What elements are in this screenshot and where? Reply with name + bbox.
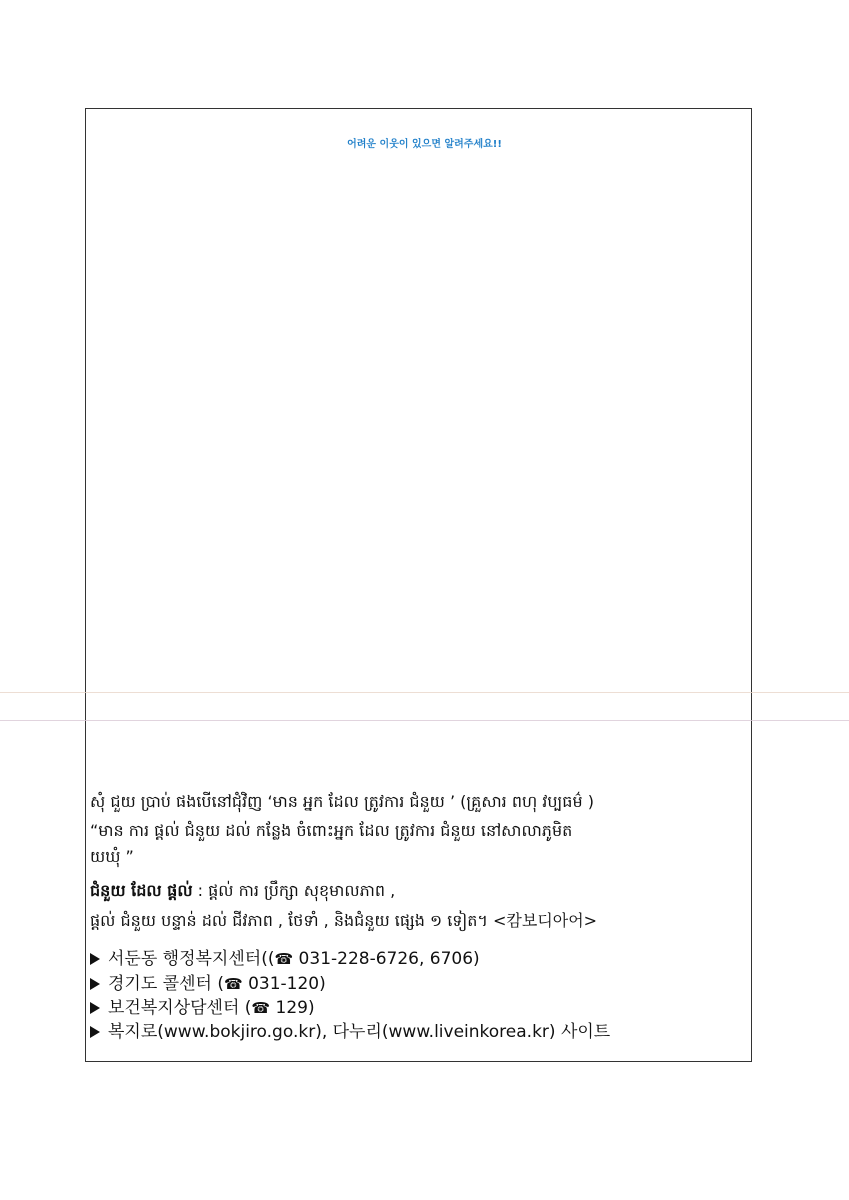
khmer-line-1: សុំ ជួយ ប្រាប់ ផងបើនៅជុំវិញ ‘មាន អ្នក ដែល ត្រូវការ ជំនួយ ’ (គ្រួសារ ពហុ វប្បធម៌ ) [90,792,594,811]
khmer-line-4: ជំនួយ ដែល ផ្តល់ : ផ្តល់ ការ ប្រឹក្សា សុខុមាលភាព , [90,881,396,900]
bullet-triangle-icon [90,1026,100,1038]
phone-icon: ☎ [223,975,243,993]
contact-item: 보건복지상담센터 (☎ 129) [90,993,315,1018]
bullet-triangle-icon [90,1002,100,1014]
scan-artifact-line [0,720,849,721]
khmer-line-3: យឃុំ ” [90,847,134,866]
phone-icon: ☎ [274,950,294,968]
khmer-line-5: ផ្តល់ ជំនួយ បន្ទាន់ ដល់ ជីវភាព , ថែទាំ , និងជំនួយ ផ្សេង ១ ទៀត។ <캄보디아어> [90,911,598,930]
contact-item: 서둔동 행정복지센터((☎ 031-228-6726, 6706) [90,944,480,969]
bullet-triangle-icon [90,953,100,965]
bullet-triangle-icon [90,978,100,990]
page-title: 어려운 이웃이 있으면 알려주세요!! [347,139,502,150]
phone-icon: ☎ [251,999,271,1017]
scan-artifact-line [0,692,849,693]
contact-item: 복지로(www.bokjiro.go.kr), 다누리(www.liveinkorea.kr) 사이트 [90,1017,610,1042]
contact-item: 경기도 콜센터 (☎ 031-120) [90,969,326,994]
khmer-line-2: “មាន ការ ផ្តល់ ជំនួយ ដល់ កន្លែង ចំពោះអ្នក ដែល ត្រូវការ ជំនួយ នៅសាលាភូមិត [90,821,573,840]
